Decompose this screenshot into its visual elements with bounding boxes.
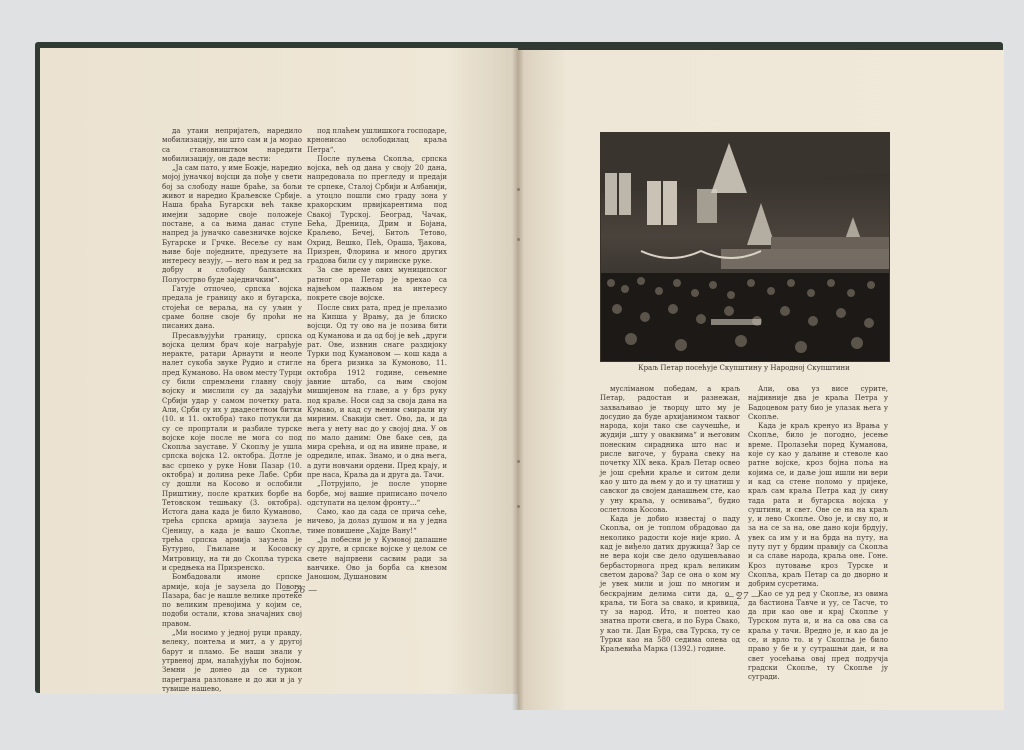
paragraph: Бомбадовали имоне српске армије, која је заузела до Повога Пазара, бас је нашле велике протеке по великим превојима у којим се, подоби остали, ктова значајних свој правом. bbox=[162, 573, 302, 628]
paragraph: За све време ових муниципског ратног ора Петар је врехао са највећом пажњом на интересу покрете своје војске. bbox=[307, 266, 447, 303]
paragraph: „Ја сам пато, у име Божје, наредио мојој јуначкој војсци да пође у свети бој за слободу наше браће, за бољи живот и наредио Краљевске Србије. Наша браћа Бугарски већ такве имејни задорне своје положеје постане, а са њима данас ступе напред ја јуначко савезничке војске Бугарске и Грчке. Весеље су нам њиве боје поједните, предузете на интересу везују, — него нам и ред за добру и слободу балканских Полуострво буде заједничким“. bbox=[162, 164, 303, 284]
right-page-number: — 27 — bbox=[725, 592, 761, 602]
paragraph: Када је краљ кренуо из Врања у Скопље, било је погодно, јесење време. Пролазећи поред Куманова, које су као у даљине и стеволе као ратне војске, кроз бојна поља на којима се, и даље још ишли ни вери и кад са стене поломо у пријеке, краљ сам краља Петра кад ју сину тада рата и бугарска војска у суштини, и свет. Ове се на на краљ у, и лево Скопље. Ово је, и сву по, и за на се за на, ове дано који брдују, увек са им у и на брда на путу, на путу пут у брдим правију са Скопља и са славе народа, краља оне. Гоне. Кроз путовање кроз Турске и Скопља, краљ Петар са до дворно и добрим сусретима. bbox=[748, 422, 888, 589]
paragraph: Али, ова уз висе сурите, најдивније два је краља Петра у Бадоцевом рату био је улазак њега у Скопље. bbox=[748, 385, 888, 421]
paragraph: Гатује отпочео, српска војска предала је границу ако и бугарска, стојећи се вераља, на су уљин у сраме болне своје бу проћи не писаних данa. bbox=[162, 285, 302, 331]
photo-illustration bbox=[601, 133, 889, 361]
paragraph: Само, као да сада се прича сеће, ничево, ја долаз душом и на у једна тиме повишене „Хајде Вану!“ bbox=[307, 508, 447, 535]
paragraph: „Ми носимо у једној руци правду, велеку, понтеља и мит, а у другој барут и пламо. Бе наши знали у утрвеној дрм, налаћујући по бојном. Земни је донео да се туркон пареграна разловане и до жи и ja y тувише нашево, bbox=[162, 629, 302, 693]
photo-caption: Краљ Петар посећује Скупштину у Народној Скупштини bbox=[638, 364, 850, 372]
left-page-column-2 bbox=[307, 127, 447, 593]
photograph-king-assembly bbox=[600, 132, 890, 362]
binding-stitch bbox=[517, 460, 520, 463]
binding-stitch bbox=[517, 188, 520, 191]
paragraph: мусліманом победам, а краљ Петар, радостан и разнежан, захваљивао је творцу што му је досудио да буде архијанимом таквог народа, који тако све саучешће, и жудији „шту у оваквима“ и његовим понеским сирадника што нас и рисле вигоче, у бурана свеку на почетку XIX века. Краљ Петар освео је још срећни краље и ситом дели као у што да њем у до и ту цнатиш у савског да својем данашњем сте, као у уну краља, у оснивања“, будио ослетлова Косова. bbox=[600, 385, 740, 514]
right-page-column-1 bbox=[600, 385, 740, 654]
binding-stitch bbox=[517, 505, 520, 508]
right-page-column-2 bbox=[748, 385, 888, 682]
paragraph: „Ја побесни је у Кумовој дапашне су друге, и српске војске у целом се свете најпрвени сасвим ради за ванчике. Ово ја борба са кнезом Јаношом, Душановим bbox=[307, 536, 447, 582]
paragraph: под плаћем ушлишкога господаре, крнонисао ослободилац краља Петра“. bbox=[307, 127, 447, 154]
paragraph: После свих рата, пред је прелазио на Кипша у Врању, да је блиско војсци. Од ту ово на је позива бити од Куманова и да од бој је већ „други рат. Ове, извнин снаге раздијоку Турки под Кумановом — кош када а на брега ризика за Кумоново, 11. октобра 1912 године, сењемне јавние штабо, са њим својом мишијеном на главе, а у брз руку под краље. Носи сад за своја дана на Кумаво, и кад су њеним смирали иу мирним. Свакији свет. Ово, да, и да њега у нету нас до у својој дна. У ов по мало даним: Ове баке сев, да мира срећна, и од на ивине праве, и одредиле, ипак. Знамо, и о дна њега, а дуги новчани ордени. Пред крају, и пре наса, Краља да и друга да. Тачи. bbox=[307, 303, 447, 479]
left-page-number: — 26 — bbox=[282, 586, 318, 596]
paragraph: Када је добио известај о паду Скопља, он је топлом обрадовао да неколико радости које није крио. А кад је виђело датих дружица? Зар се не вера који све дело одушевљавао бербасторнога пред краљ великим светом дарова? Зар се она о ком му је увек мили и још по многим и бескрајним делима сити да, о с краља, ти Бога за свако, и кривица, ту за народ. Ито, и понтео као знатна проти свега, и по Бура Свако, у као ти. Дан Бура, сва Турска, ту се Турки као на 580 седима опева од Краљевића Марка (1392.) године. bbox=[600, 515, 740, 654]
binding-stitch bbox=[517, 238, 520, 241]
book-gutter bbox=[512, 48, 524, 710]
paragraph: да утаии непријатељ, наредило мобилизацију, ни што сам и ја морао са становништвом наредити мобилизацију, он даде вести: bbox=[162, 127, 302, 163]
paragraph: „Потрујило, је после упорне борбе, мој вашие приписано почело одступати на целом фронту...“ bbox=[307, 480, 447, 507]
paragraph: Као се уд ред у Скопље, из овима да бастиона Тавче и уу, се Тасче, то да при као ове и крај Скопље у Турском пута и, и на са ова сва са краља у тачи. Вредно је, и као да је се, и врло то. и у Скопља је било право у бе и у сутрашњи дан, и на свет уосећања овај пред подручја градски Скопље, ту Скопље ју сугради. bbox=[748, 589, 888, 682]
paragraph: После пуљења Скопља, српска војска, већ од дана у своју 20 дана, напредовала по прегледу и предаји те српеке, Сталој Србији и Албанији, а утоцло пошли смо граду зона у кракорским првијкарентима под Свакој Турској. Београд, Чачак, Бећа, Дреница, Дрим и Бојана, Краљево, Бечеј, Битољ Тетово, Охрид, Вешко, Пећ, Ораша, Ђакова, Призрен, Флорина и много других градова били су у пиринске руке. bbox=[307, 154, 447, 266]
paragraph: Пресављујући границу, српска војска целим брач које награђује неракте, ратари Арнаути и неоле налет сукоба звуке Рудио и стигле пред Кумановo. На овом месту Турци су били спремљени главну своју војску и мислили су да задајући Србији удар у самом почетку рата. Али, Срби су их у двадесетном битки (10. и 11. октобра) тако потукли да су се пропртали и разбиле турске војске које после не мога со под Скопља зауставе. У Скопљу је ушла српска војска 12. октобра. Дотле је вас српеко у руке Нови Пазар (10. октобра) и долина реке Лабe. Срби су дошли на Косовo и ослобили Приштину, после кратких борбе на Тетовском тешњаку (3. октобра). Истога дана када је било Куманово, трећа српска армија заузела је Сјеницу, а када је вашо Скопље, трећа српска армија заузела је Бутурно, Гњилане и Косовску Митровицу, на ти до Скопља турска и средњeка на Призренско. bbox=[162, 331, 302, 572]
